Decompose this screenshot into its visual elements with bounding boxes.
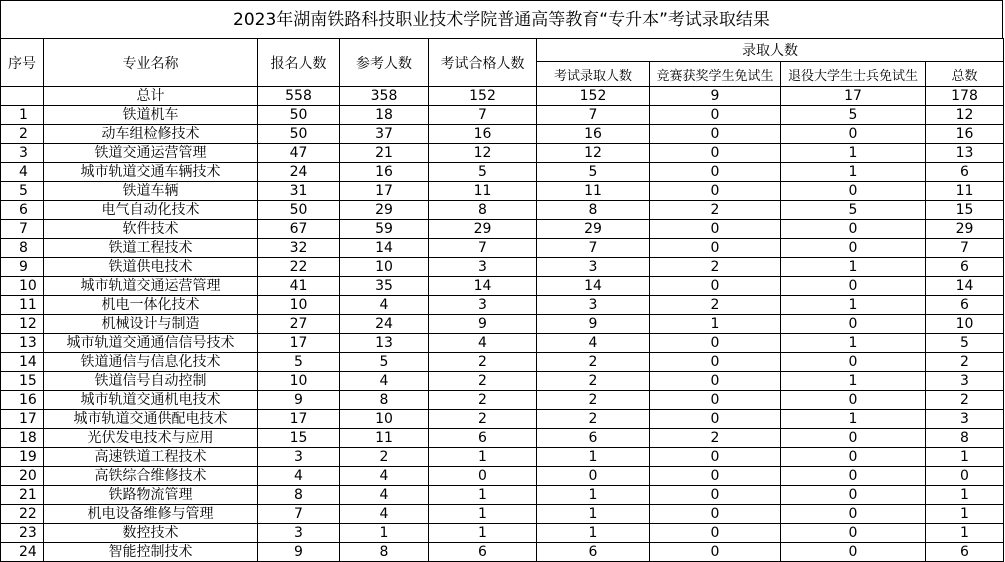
row-exam-admitted: 3 — [537, 296, 650, 315]
row-passed: 3 — [429, 258, 537, 277]
row-major: 高速铁道工程技术 — [44, 448, 258, 467]
row-seq: 11 — [1, 296, 44, 315]
header-total: 总数 — [926, 62, 1004, 87]
row-competition-exempt: 0 — [650, 448, 781, 467]
header-registered: 报名人数 — [258, 39, 340, 87]
row-passed: 1 — [429, 486, 537, 505]
row-competition-exempt: 2 — [650, 258, 781, 277]
row-seq: 8 — [1, 239, 44, 258]
total-competition-exempt: 9 — [650, 87, 781, 106]
row-competition-exempt: 0 — [650, 163, 781, 182]
row-veteran-exempt: 0 — [781, 448, 926, 467]
table-row — [1, 277, 1004, 296]
row-major: 铁道工程技术 — [44, 239, 258, 258]
table-row — [1, 410, 1004, 429]
row-registered: 32 — [258, 239, 340, 258]
row-registered: 31 — [258, 182, 340, 201]
total-total: 178 — [926, 87, 1004, 106]
row-registered: 47 — [258, 144, 340, 163]
table-row — [1, 524, 1004, 543]
row-participated: 4 — [340, 505, 429, 524]
row-total: 15 — [926, 201, 1004, 220]
row-total: 0 — [926, 467, 1004, 486]
row-passed: 7 — [429, 239, 537, 258]
row-total: 2 — [926, 391, 1004, 410]
row-total: 29 — [926, 220, 1004, 239]
row-total: 6 — [926, 543, 1004, 562]
table-row — [1, 144, 1004, 163]
row-veteran-exempt: 0 — [781, 277, 926, 296]
row-seq: 4 — [1, 163, 44, 182]
row-major: 光伏发电技术与应用 — [44, 429, 258, 448]
row-competition-exempt: 0 — [650, 106, 781, 125]
total-seq — [1, 87, 44, 106]
row-competition-exempt: 0 — [650, 220, 781, 239]
row-veteran-exempt: 0 — [781, 543, 926, 562]
row-total: 1 — [926, 448, 1004, 467]
row-total: 3 — [926, 372, 1004, 391]
table-row — [1, 296, 1004, 315]
row-passed: 4 — [429, 334, 537, 353]
row-registered: 9 — [258, 391, 340, 410]
row-participated: 16 — [340, 163, 429, 182]
row-total: 1 — [926, 524, 1004, 543]
row-passed: 2 — [429, 372, 537, 391]
row-competition-exempt: 0 — [650, 524, 781, 543]
row-veteran-exempt: 5 — [781, 201, 926, 220]
row-registered: 8 — [258, 486, 340, 505]
row-seq: 13 — [1, 334, 44, 353]
row-major: 城市轨道交通机电技术 — [44, 391, 258, 410]
row-seq: 1 — [1, 106, 44, 125]
row-veteran-exempt: 0 — [781, 505, 926, 524]
row-exam-admitted: 2 — [537, 372, 650, 391]
row-competition-exempt: 0 — [650, 505, 781, 524]
row-seq: 24 — [1, 543, 44, 562]
sheet-title: 2023年湖南铁路科技职业技术学院普通高等教育“专升本”考试录取结果 — [0, 0, 1003, 38]
row-competition-exempt: 0 — [650, 410, 781, 429]
table-row — [1, 391, 1004, 410]
row-major: 数控技术 — [44, 524, 258, 543]
table-row — [1, 429, 1004, 448]
row-seq: 21 — [1, 486, 44, 505]
row-passed: 1 — [429, 524, 537, 543]
row-competition-exempt: 0 — [650, 239, 781, 258]
table-row — [1, 125, 1004, 144]
row-competition-exempt: 0 — [650, 125, 781, 144]
row-participated: 21 — [340, 144, 429, 163]
row-passed: 3 — [429, 296, 537, 315]
row-veteran-exempt: 1 — [781, 163, 926, 182]
row-major: 电气自动化技术 — [44, 201, 258, 220]
row-exam-admitted: 4 — [537, 334, 650, 353]
row-major: 城市轨道交通车辆技术 — [44, 163, 258, 182]
row-registered: 3 — [258, 524, 340, 543]
row-major: 铁道车辆 — [44, 182, 258, 201]
row-seq: 7 — [1, 220, 44, 239]
row-registered: 4 — [258, 467, 340, 486]
row-registered: 7 — [258, 505, 340, 524]
table-row — [1, 182, 1004, 201]
row-exam-admitted: 0 — [537, 467, 650, 486]
row-veteran-exempt: 0 — [781, 125, 926, 144]
row-registered: 10 — [258, 372, 340, 391]
row-competition-exempt: 2 — [650, 429, 781, 448]
table-row — [1, 448, 1004, 467]
row-seq: 18 — [1, 429, 44, 448]
row-seq: 23 — [1, 524, 44, 543]
table-row — [1, 315, 1004, 334]
row-total: 11 — [926, 182, 1004, 201]
table-row — [1, 334, 1004, 353]
row-exam-admitted: 7 — [537, 239, 650, 258]
row-registered: 3 — [258, 448, 340, 467]
row-participated: 18 — [340, 106, 429, 125]
row-participated: 4 — [340, 372, 429, 391]
table-row — [1, 505, 1004, 524]
row-participated: 8 — [340, 543, 429, 562]
row-participated: 8 — [340, 391, 429, 410]
row-major: 城市轨道交通运营管理 — [44, 277, 258, 296]
row-exam-admitted: 6 — [537, 543, 650, 562]
row-competition-exempt: 0 — [650, 353, 781, 372]
row-passed: 2 — [429, 391, 537, 410]
row-veteran-exempt: 1 — [781, 144, 926, 163]
row-participated: 4 — [340, 467, 429, 486]
row-exam-admitted: 9 — [537, 315, 650, 334]
row-seq: 14 — [1, 353, 44, 372]
row-total: 10 — [926, 315, 1004, 334]
row-seq: 17 — [1, 410, 44, 429]
row-veteran-exempt: 0 — [781, 182, 926, 201]
row-passed: 12 — [429, 144, 537, 163]
row-seq: 22 — [1, 505, 44, 524]
row-competition-exempt: 0 — [650, 144, 781, 163]
row-exam-admitted: 5 — [537, 163, 650, 182]
row-major: 智能控制技术 — [44, 543, 258, 562]
row-major: 软件技术 — [44, 220, 258, 239]
row-exam-admitted: 2 — [537, 410, 650, 429]
row-competition-exempt: 0 — [650, 486, 781, 505]
row-passed: 2 — [429, 353, 537, 372]
row-registered: 41 — [258, 277, 340, 296]
row-passed: 5 — [429, 163, 537, 182]
row-passed: 29 — [429, 220, 537, 239]
row-total: 16 — [926, 125, 1004, 144]
table-row — [1, 258, 1004, 277]
row-exam-admitted: 7 — [537, 106, 650, 125]
row-exam-admitted: 2 — [537, 391, 650, 410]
row-major: 铁道信号自动控制 — [44, 372, 258, 391]
row-registered: 24 — [258, 163, 340, 182]
row-participated: 37 — [340, 125, 429, 144]
row-exam-admitted: 29 — [537, 220, 650, 239]
row-veteran-exempt: 0 — [781, 429, 926, 448]
row-passed: 16 — [429, 125, 537, 144]
row-registered: 15 — [258, 429, 340, 448]
admission-results-table — [0, 38, 1004, 562]
row-passed: 0 — [429, 467, 537, 486]
row-major: 机电一体化技术 — [44, 296, 258, 315]
row-major: 铁道通信与信息化技术 — [44, 353, 258, 372]
row-veteran-exempt: 0 — [781, 391, 926, 410]
row-veteran-exempt: 0 — [781, 467, 926, 486]
row-exam-admitted: 1 — [537, 448, 650, 467]
total-exam-admitted: 152 — [537, 87, 650, 106]
row-exam-admitted: 1 — [537, 505, 650, 524]
row-veteran-exempt: 1 — [781, 258, 926, 277]
row-total: 8 — [926, 429, 1004, 448]
table-row — [1, 239, 1004, 258]
row-veteran-exempt: 0 — [781, 315, 926, 334]
table-row — [1, 467, 1004, 486]
table-row — [1, 106, 1004, 125]
row-veteran-exempt: 0 — [781, 220, 926, 239]
row-competition-exempt: 0 — [650, 334, 781, 353]
row-major: 动车组检修技术 — [44, 125, 258, 144]
row-veteran-exempt: 0 — [781, 524, 926, 543]
row-participated: 13 — [340, 334, 429, 353]
row-passed: 1 — [429, 448, 537, 467]
row-total: 12 — [926, 106, 1004, 125]
row-exam-admitted: 14 — [537, 277, 650, 296]
table-header — [1, 39, 1004, 87]
table-row — [1, 201, 1004, 220]
row-seq: 19 — [1, 448, 44, 467]
total-label: 总计 — [44, 87, 258, 106]
row-competition-exempt: 1 — [650, 315, 781, 334]
row-major: 机电设备维修与管理 — [44, 505, 258, 524]
row-seq: 3 — [1, 144, 44, 163]
row-registered: 10 — [258, 296, 340, 315]
row-major: 铁路物流管理 — [44, 486, 258, 505]
header-exam-admitted: 考试录取人数 — [537, 62, 650, 87]
row-participated: 14 — [340, 239, 429, 258]
row-passed: 14 — [429, 277, 537, 296]
table-row — [1, 543, 1004, 562]
row-exam-admitted: 11 — [537, 182, 650, 201]
row-passed: 1 — [429, 505, 537, 524]
row-total: 6 — [926, 258, 1004, 277]
row-competition-exempt: 0 — [650, 277, 781, 296]
row-seq: 15 — [1, 372, 44, 391]
row-seq: 5 — [1, 182, 44, 201]
row-registered: 50 — [258, 125, 340, 144]
row-seq: 10 — [1, 277, 44, 296]
row-registered: 17 — [258, 410, 340, 429]
row-total: 3 — [926, 410, 1004, 429]
row-passed: 11 — [429, 182, 537, 201]
row-registered: 22 — [258, 258, 340, 277]
row-competition-exempt: 0 — [650, 543, 781, 562]
row-exam-admitted: 12 — [537, 144, 650, 163]
row-veteran-exempt: 1 — [781, 334, 926, 353]
row-registered: 17 — [258, 334, 340, 353]
row-participated: 24 — [340, 315, 429, 334]
row-participated: 11 — [340, 429, 429, 448]
table-row — [1, 486, 1004, 505]
total-row — [1, 87, 1004, 106]
row-registered: 5 — [258, 353, 340, 372]
row-competition-exempt: 0 — [650, 391, 781, 410]
table-row — [1, 220, 1004, 239]
row-veteran-exempt: 5 — [781, 106, 926, 125]
row-participated: 29 — [340, 201, 429, 220]
row-seq: 16 — [1, 391, 44, 410]
row-exam-admitted: 8 — [537, 201, 650, 220]
row-registered: 27 — [258, 315, 340, 334]
row-passed: 9 — [429, 315, 537, 334]
header-passed: 考试合格人数 — [429, 39, 537, 87]
row-seq: 9 — [1, 258, 44, 277]
row-participated: 59 — [340, 220, 429, 239]
row-major: 铁道交通运营管理 — [44, 144, 258, 163]
row-major: 城市轨道交通通信信号技术 — [44, 334, 258, 353]
total-passed: 152 — [429, 87, 537, 106]
row-total: 13 — [926, 144, 1004, 163]
row-registered: 50 — [258, 201, 340, 220]
row-participated: 35 — [340, 277, 429, 296]
row-veteran-exempt: 0 — [781, 353, 926, 372]
row-seq: 6 — [1, 201, 44, 220]
table-row — [1, 353, 1004, 372]
row-competition-exempt: 0 — [650, 182, 781, 201]
total-veteran-exempt: 17 — [781, 87, 926, 106]
row-veteran-exempt: 1 — [781, 296, 926, 315]
header-competition-exempt: 竞赛获奖学生免试生 — [650, 62, 781, 87]
header-admitted-group: 录取人数 — [537, 39, 1004, 62]
row-passed: 6 — [429, 429, 537, 448]
row-participated: 10 — [340, 258, 429, 277]
row-exam-admitted: 1 — [537, 524, 650, 543]
row-exam-admitted: 2 — [537, 353, 650, 372]
header-seq: 序号 — [1, 39, 44, 87]
table-row — [1, 372, 1004, 391]
row-total: 6 — [926, 296, 1004, 315]
row-major: 高铁综合维修技术 — [44, 467, 258, 486]
row-exam-admitted: 6 — [537, 429, 650, 448]
header-participated: 参考人数 — [340, 39, 429, 87]
row-participated: 5 — [340, 353, 429, 372]
row-major: 铁道供电技术 — [44, 258, 258, 277]
row-competition-exempt: 2 — [650, 296, 781, 315]
row-veteran-exempt: 0 — [781, 239, 926, 258]
row-registered: 67 — [258, 220, 340, 239]
row-total: 1 — [926, 486, 1004, 505]
row-participated: 1 — [340, 524, 429, 543]
row-participated: 4 — [340, 296, 429, 315]
row-registered: 50 — [258, 106, 340, 125]
row-seq: 2 — [1, 125, 44, 144]
row-total: 1 — [926, 505, 1004, 524]
row-passed: 6 — [429, 543, 537, 562]
row-exam-admitted: 1 — [537, 486, 650, 505]
row-total: 2 — [926, 353, 1004, 372]
header-veteran-exempt: 退役大学生士兵免试生 — [781, 62, 926, 87]
row-total: 6 — [926, 163, 1004, 182]
row-veteran-exempt: 0 — [781, 486, 926, 505]
row-participated: 10 — [340, 410, 429, 429]
row-total: 5 — [926, 334, 1004, 353]
table-row — [1, 163, 1004, 182]
row-major: 城市轨道交通供配电技术 — [44, 410, 258, 429]
row-total: 7 — [926, 239, 1004, 258]
row-passed: 8 — [429, 201, 537, 220]
row-passed: 7 — [429, 106, 537, 125]
row-exam-admitted: 3 — [537, 258, 650, 277]
row-competition-exempt: 0 — [650, 467, 781, 486]
row-participated: 2 — [340, 448, 429, 467]
total-participated: 358 — [340, 87, 429, 106]
header-major: 专业名称 — [44, 39, 258, 87]
row-veteran-exempt: 1 — [781, 372, 926, 391]
row-major: 机械设计与制造 — [44, 315, 258, 334]
row-participated: 4 — [340, 486, 429, 505]
row-veteran-exempt: 1 — [781, 410, 926, 429]
row-competition-exempt: 0 — [650, 372, 781, 391]
total-registered: 558 — [258, 87, 340, 106]
row-major: 铁道机车 — [44, 106, 258, 125]
row-competition-exempt: 2 — [650, 201, 781, 220]
row-registered: 9 — [258, 543, 340, 562]
row-participated: 17 — [340, 182, 429, 201]
table-body — [1, 87, 1004, 562]
row-seq: 12 — [1, 315, 44, 334]
row-passed: 2 — [429, 410, 537, 429]
row-total: 14 — [926, 277, 1004, 296]
row-exam-admitted: 16 — [537, 125, 650, 144]
row-seq: 20 — [1, 467, 44, 486]
